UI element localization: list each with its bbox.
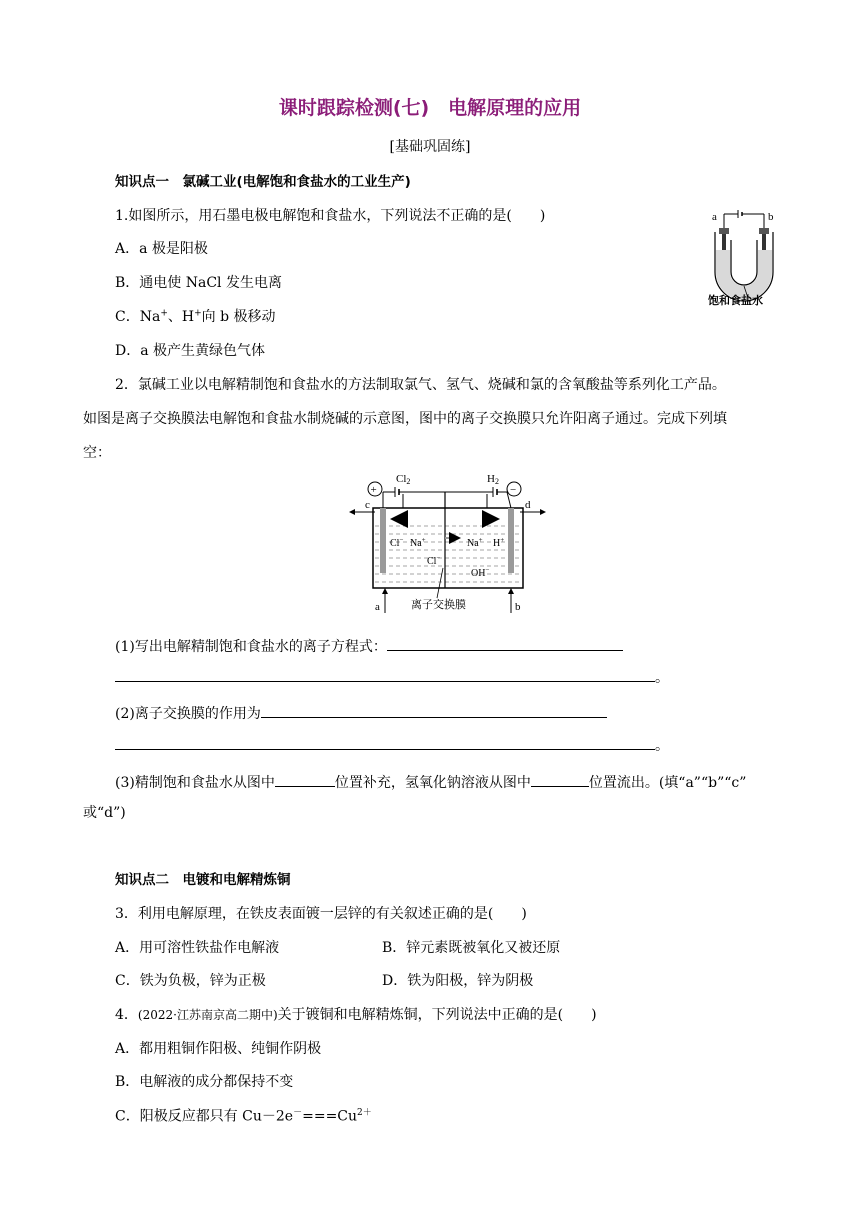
q2-text-line2: 如图是离子交换膜法电解饱和食盐水制烧碱的示意图，图中的离子交换膜只允许阳离子通过。完成下列填 xyxy=(83,411,727,427)
fig2-cl2: Cl2 xyxy=(396,473,411,486)
q4-option-b: B．电解液的成分都保持不变 xyxy=(115,1074,294,1090)
fig2-cl-mid: Cl− xyxy=(427,554,441,567)
q3-option-d: D．铁为阳极，锌为阴极 xyxy=(382,973,534,989)
fig2-a: a xyxy=(375,601,380,613)
fig2-c: c xyxy=(365,499,370,511)
fig2-na-right: Na+ xyxy=(467,536,483,549)
fig2-h2: H2 xyxy=(487,473,499,486)
q2-part3-line2: 或“d”) xyxy=(83,805,126,821)
fig2-oh: OH− xyxy=(471,566,490,579)
section-heading-1: 知识点一 氯碱工业(电解饱和食盐水的工业生产) xyxy=(115,174,411,190)
fig2-minus: − xyxy=(510,484,517,496)
fig2-b: b xyxy=(515,601,521,613)
fig2-cl-minus: Cl− xyxy=(390,536,404,549)
fig2-membrane-label: 离子交换膜 xyxy=(411,599,466,611)
q2-text-line3: 空： xyxy=(83,445,111,461)
q3-option-a: A．用可溶性铁盐作电解液 xyxy=(115,940,280,956)
fig2-plus: + xyxy=(370,484,377,496)
answer-blank-2a[interactable] xyxy=(261,703,607,718)
q4-option-a: A．都用粗铜作阳极、纯铜作阴极 xyxy=(115,1041,322,1057)
answer-blank-3b[interactable] xyxy=(531,772,589,787)
answer-blank-2b[interactable] xyxy=(115,735,655,750)
q4-source: (2022·江苏南京高二期中) xyxy=(137,1008,278,1022)
q4-stem: 4．(2022·江苏南京高二期中)关于镀铜和电解精炼铜，下列说法中正确的是( ) xyxy=(115,1007,597,1023)
q1-option-a: A．a 极是阳极 xyxy=(115,241,208,257)
q1-option-b: B．通电使 NaCl 发生电离 xyxy=(115,275,282,291)
q2-part3-prompt: (3)精制饱和食盐水从图中 位置补充，氢氧化钠溶液从图中 位置流出。(填“a”“b”“c” xyxy=(115,772,746,792)
q3-option-b: B．锌元素既被氧化又被还原 xyxy=(382,940,561,956)
answer-blank-1b[interactable] xyxy=(115,667,655,682)
q2-part1-prompt: (1)写出电解精制饱和食盐水的离子方程式： xyxy=(115,636,623,656)
fig1-label-b: b xyxy=(768,211,774,223)
q1-option-d: D．a 极产生黄绿色气体 xyxy=(115,343,266,359)
u-tube-electrolysis-figure xyxy=(700,200,790,315)
fig2-h-plus: H+ xyxy=(493,536,505,549)
q2-part2-line2: 。 xyxy=(115,735,669,755)
q1-stem: 1.如图所示，用石墨电极电解饱和食盐水，下列说法不正确的是( ) xyxy=(115,208,546,224)
q4-option-c: C．阳极反应都只有 $Cu-2e^-===Cu^{2+}$ xyxy=(115,1108,372,1125)
fig1-label-a: a xyxy=(712,211,717,223)
q2-part2-prompt: (2)离子交换膜的作用为 xyxy=(115,703,607,723)
page-subtitle: [基础巩固练] xyxy=(389,139,471,155)
answer-blank-1a[interactable] xyxy=(387,636,623,651)
fig1-caption: 饱和食盐水 xyxy=(708,295,763,307)
q3-option-c: C．铁为负极，锌为正极 xyxy=(115,973,266,989)
q2-text-line1: 2．氯碱工业以电解精制饱和食盐水的方法制取氯气、氢气、烧碱和氯的含氧酸盐等系列化工产品。 xyxy=(115,377,726,393)
q1-option-c: C．Na+、H+向 b 极移动 xyxy=(115,308,276,325)
q3-stem: 3．利用电解原理，在铁皮表面镀一层锌的有关叙述正确的是( ) xyxy=(115,906,527,922)
fig2-d: d xyxy=(525,499,531,511)
answer-blank-3a[interactable] xyxy=(275,772,335,787)
fig2-na-left: Na+ xyxy=(410,536,426,549)
page-title: 课时跟踪检测(七) 电解原理的应用 xyxy=(278,97,582,119)
section-heading-2: 知识点二 电镀和电解精炼铜 xyxy=(115,872,291,888)
ion-exchange-cell-figure xyxy=(345,468,550,616)
q2-part1-line2: 。 xyxy=(115,667,669,687)
